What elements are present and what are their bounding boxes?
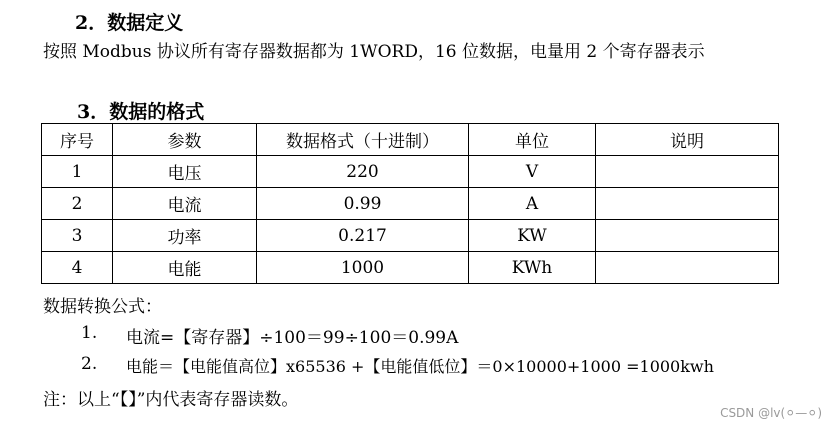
cell-note — [596, 220, 779, 252]
header-cell: 数据格式（十进制） — [257, 124, 469, 156]
cell-param: 电流 — [113, 188, 257, 220]
section-2-heading: 2．数据定义 — [75, 12, 184, 34]
cell-unit: KW — [469, 220, 596, 252]
cell-format: 220 — [257, 156, 469, 188]
cell-param: 电压 — [113, 156, 257, 188]
formula-number: 1. — [81, 323, 98, 343]
cell-index: 1 — [42, 156, 113, 188]
formula-title: 数据转换公式： — [43, 297, 162, 317]
cell-note — [596, 188, 779, 220]
cell-index: 2 — [42, 188, 113, 220]
table-header-row — [42, 124, 779, 156]
table-row — [42, 220, 779, 252]
cell-index: 3 — [42, 220, 113, 252]
cell-unit: KWh — [469, 252, 596, 284]
cell-unit: V — [469, 156, 596, 188]
section-3-heading: 3．数据的格式 — [77, 101, 205, 123]
header-cell: 说明 — [596, 124, 779, 156]
cell-unit: A — [469, 188, 596, 220]
cell-note — [596, 156, 779, 188]
header-cell: 单位 — [469, 124, 596, 156]
cell-format: 0.217 — [257, 220, 469, 252]
table-row — [42, 156, 779, 188]
table-row — [42, 188, 779, 220]
formula-number: 2. — [81, 354, 98, 374]
section-2-body: 按照 Modbus 协议所有寄存器数据都为 1WORD，16 位数据，电量用 2 个寄存器表示 — [43, 42, 705, 62]
cell-format: 0.99 — [257, 188, 469, 220]
header-cell: 参数 — [113, 124, 257, 156]
header-cell: 序号 — [42, 124, 113, 156]
table-row — [42, 252, 779, 284]
cell-format: 1000 — [257, 252, 469, 284]
cell-note — [596, 252, 779, 284]
cell-param: 功率 — [113, 220, 257, 252]
formula-text: 电能＝【电能值高位】x65536 +【电能值低位】＝0×10000+1000 =1000kwh — [126, 357, 714, 376]
watermark: CSDN @lv(⚪—⚪) — [720, 406, 822, 420]
formula-note: 注：以上“【】”内代表寄存器读数。 — [43, 390, 299, 410]
data-format-table — [41, 123, 779, 284]
cell-index: 4 — [42, 252, 113, 284]
cell-param: 电能 — [113, 252, 257, 284]
formula-text: 电流=【寄存器】÷100＝99÷100＝0.99A — [126, 328, 459, 348]
